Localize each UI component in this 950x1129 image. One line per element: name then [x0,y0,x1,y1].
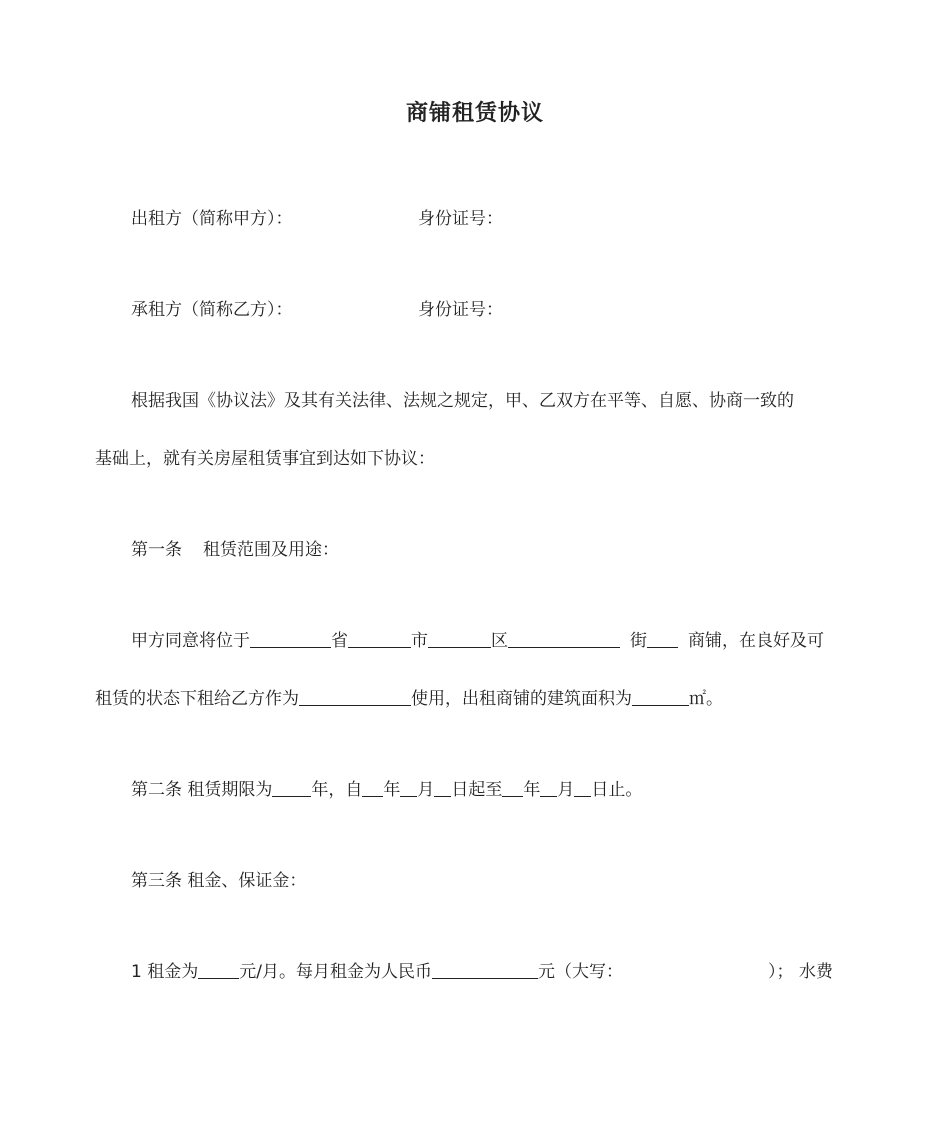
lessor-id-line [418,207,503,231]
article-2-line [131,778,642,802]
start-month-blank[interactable] [400,778,417,797]
article-1-paragraph-line-1 [131,629,824,653]
term-years-blank[interactable] [272,778,311,797]
article-1-text-3: 使用，出租商铺的建筑面积为 [411,689,632,709]
article-2-from: 年，自 [311,780,363,800]
month-label: 月 [417,780,435,800]
article-1-title: 租赁范围及用途： [203,540,339,560]
start-year-blank[interactable] [362,778,383,797]
article-1-heading-line [131,538,339,562]
usage-blank[interactable] [299,687,411,706]
document-title: 商铺租赁协议 [405,101,544,126]
city-blank[interactable] [348,629,411,648]
end-year-blank[interactable] [502,778,523,797]
year-label: 年 [383,780,401,800]
end-year-label: 年 [523,780,541,800]
rent-text-3: 元（大写： [537,962,623,982]
preamble-line-1: 根据我国《协议法》及其有关法律、法规之规定，甲、乙双方在平等、自愿、协商一致的 [131,391,794,411]
preamble-line-2: 基础上，就有关房屋租赁事宜到达如下协议： [95,449,435,469]
article-3-heading: 第三条 租金、保证金： [131,871,307,891]
area-unit: ㎡。 [689,689,723,709]
rent-text-2: 元/月。每月租金为人民币 [239,962,432,982]
lessee-line [131,298,293,322]
lessee-id-line [418,298,503,322]
street-blank[interactable] [508,629,620,648]
rent-text-4: ）； 水费 [767,962,833,982]
article-1-text-end: 商铺，在良好及可 [688,631,824,651]
end-month-label: 月 [557,780,575,800]
article-2-text: 第二条 租赁期限为 [131,780,273,800]
province-label: 省 [331,631,348,651]
lessor-id-label: 身份证号： [418,209,503,229]
street-number-blank[interactable] [647,629,678,648]
day-label-to: 日起至 [451,780,503,800]
street-label: 街 [630,631,647,651]
province-blank[interactable] [250,629,331,648]
end-day-blank[interactable] [574,778,591,797]
lessee-id-label: 身份证号： [418,300,503,320]
article-1-text: 甲方同意将位于 [131,631,250,651]
lessee-label: 承租方（简称乙方）： [131,300,293,320]
lessor-line [131,207,293,231]
area-blank[interactable] [632,687,689,706]
end-month-blank[interactable] [540,778,557,797]
end-day-label: 日止。 [591,780,643,800]
rent-text: 1 租金为 [131,962,199,982]
lessor-label: 出租方（简称甲方）： [131,209,293,229]
rent-per-month-blank[interactable] [198,960,239,979]
start-day-blank[interactable] [434,778,451,797]
city-label: 市 [411,631,428,651]
article-1-heading: 第一条 [131,540,182,560]
district-label: 区 [491,631,508,651]
rent-line [131,960,833,984]
article-1-paragraph-line-2 [95,687,723,711]
district-blank[interactable] [428,629,491,648]
article-1-text-2: 租赁的状态下租给乙方作为 [95,689,299,709]
rent-amount-blank[interactable] [432,960,538,979]
